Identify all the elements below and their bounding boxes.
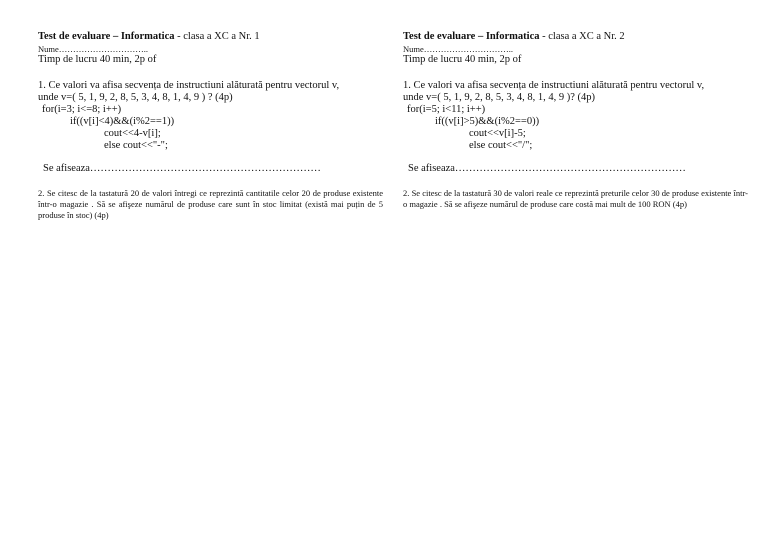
question-1-text-line-1: 1. Ce valori va afisa secvența de instructiuni alăturată pentru vectorul v, (38, 80, 340, 91)
code-line-for: for(i=5; i<11; i++) (407, 104, 486, 115)
test-title-bold: Test de evaluare – Informatica (38, 31, 175, 42)
test-title-class: - clasa a XC a Nr. 1 (174, 31, 260, 42)
test-title (38, 31, 388, 43)
code-line-for: for(i=3; i<=8; i++) (42, 104, 122, 115)
question-1 (38, 80, 388, 175)
time-limit-line: Timp de lucru 40 min, 2p of (403, 54, 522, 65)
code-line-cout: cout<<v[i]-5; (469, 128, 526, 139)
test-title-bold: Test de evaluare – Informatica (403, 31, 540, 42)
code-snippet (38, 104, 388, 152)
code-line-else: else cout<<"/"; (469, 140, 533, 151)
question-2: 2. Se citesc de la tastatură 30 de valori reale ce reprezintă preturile celor 30 de produse existente într-o magazie . Să se afişeze numărul de produse care costă mai mult de 100 RON (4p) (403, 188, 748, 209)
student-name-line: Nume………………………….. (38, 44, 149, 54)
code-line-else: else cout<<"-"; (104, 140, 168, 151)
test-variant-2 (403, 31, 753, 210)
question-1-text-line-2: unde v=( 5, 1, 9, 2, 8, 5, 3, 4, 8, 1, 4, 9 ) ? (4p) (38, 92, 233, 103)
question-1-text-line-1: 1. Ce valori va afisa secvența de instructiuni alăturată pentru vectorul v, (403, 80, 705, 91)
question-2: 2. Se citesc de la tastatură 20 de valori întregi ce reprezintă cantitatile celor 20 de produse existente într-o magazie . Să se afişeze numărul de produse care sunt în stoc limitat (există mai puțin de 5 produse în stoc) (4p) (38, 188, 383, 220)
code-snippet (403, 104, 753, 152)
student-name-line: Nume………………………….. (403, 44, 514, 54)
answer-line: Se afiseaza………………………………………………………… (43, 163, 321, 174)
code-line-cout: cout<<4-v[i]; (104, 128, 161, 139)
test-title (403, 31, 753, 43)
question-1-text-line-2: unde v=( 5, 1, 9, 2, 8, 5, 3, 4, 8, 1, 4, 9 )? (4p) (403, 92, 595, 103)
test-title-class: - clasa a XC a Nr. 2 (539, 31, 625, 42)
code-line-if: if((v[i]>5)&&(i%2==0)) (435, 116, 540, 127)
question-1 (403, 80, 753, 175)
code-line-if: if((v[i]<4)&&(i%2==1)) (70, 116, 175, 127)
test-variant-1 (38, 31, 388, 221)
answer-line: Se afiseaza………………………………………………………… (408, 163, 686, 174)
time-limit-line: Timp de lucru 40 min, 2p of (38, 54, 157, 65)
